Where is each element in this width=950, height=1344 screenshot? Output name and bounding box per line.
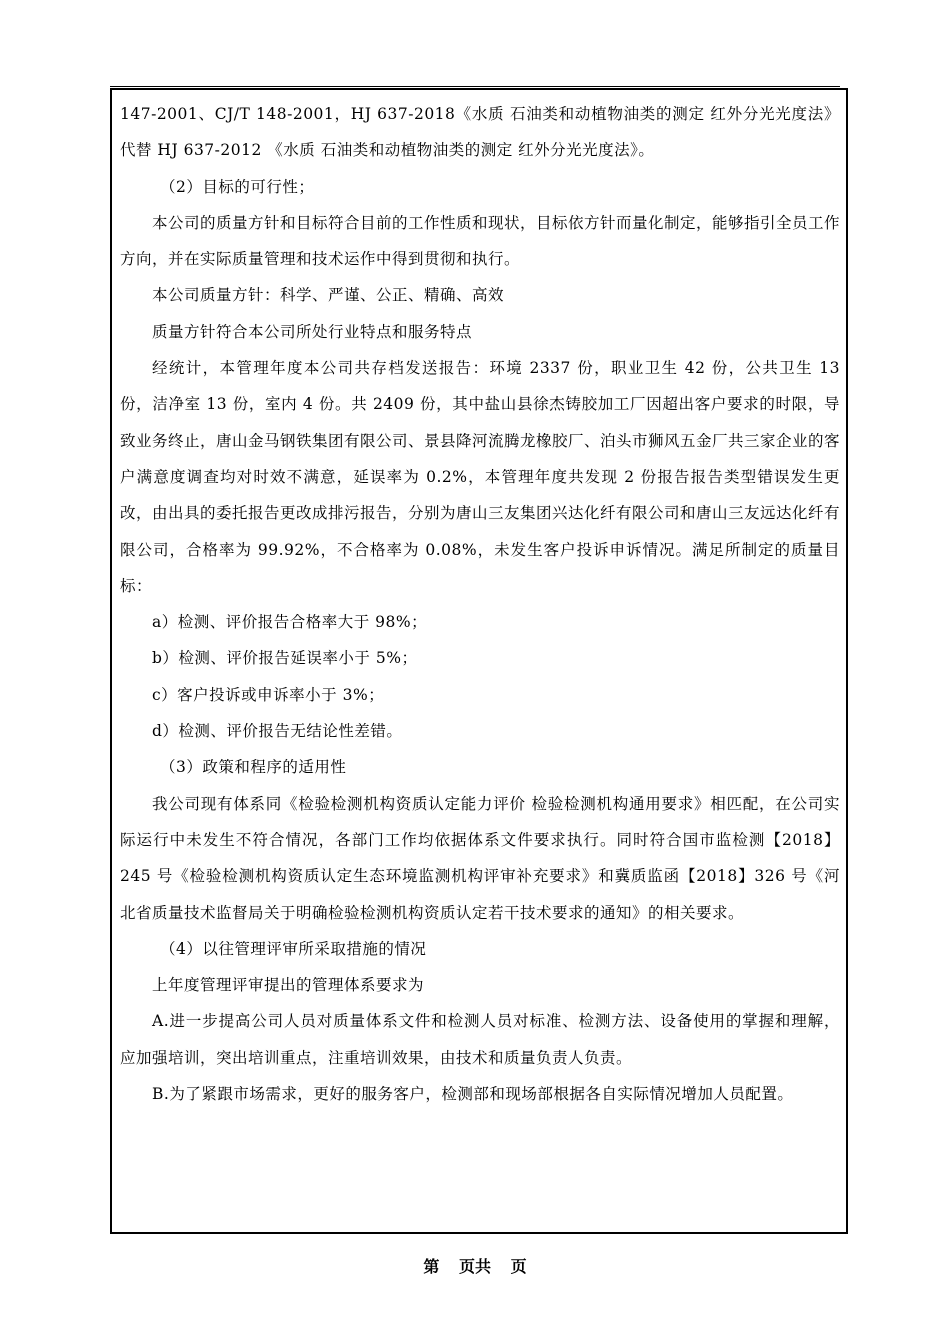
paragraph: 本公司质量方针：科学、严谨、公正、精确、高效 [152,286,505,305]
section-heading: （3）政策和程序的适用性 [160,758,347,777]
paragraph: 本公司的质量方针和目标符合目前的工作性质和现状，目标依方针而量化制定，能够指引全员工作方向，并在实际质量管理和技术运作中得到贯彻和执行。 [120,213,841,269]
section-heading: （2）目标的可行性； [160,177,315,196]
paragraph: 147-2001、CJ/T 148-2001，HJ 637-2018《水质 石油类和动植物油类的测定 红外分光光度法》代替 HJ 637-2012 《水质 石油类和动植物油类的测定 红外分光光度法》。 [120,105,840,160]
paragraph: 上年度管理评审提出的管理体系要求为 [152,976,425,995]
paragraph: 经统计，本管理年度本公司共存档发送报告：环境 2337 份，职业卫生 42 份，公共卫生 13 份，洁净室 13 份，室内 4 份。共 2409 份，其中盐山县徐杰铸胶加工厂因超出客户要求的时限，导致业务终止，唐山金马钢铁集团有限公司、景县降河流腾龙橡胶厂、泊头市狮风五金厂共三家企业的客户满意度调查均对时效不满意，延误率为 0.2%，本管理年度共发现 2 份报告报告类型错误发生更改，由出具的委托报告更改成排污报告，分别为唐山三友集团兴达化纤有限公司和唐山三友远达化纤有限公司，合格率为 99.92%，不合格率为 0.08%，未发生客户投诉申诉情况。满足所制定的质量目标： [120,359,841,595]
footer-page-suffix: 页 [510,1257,527,1276]
paragraph: B.为了紧跟市场需求，更好的服务客户，检测部和现场部根据各自实际情况增加人员配置。 [152,1085,794,1104]
list-item: b）检测、评价报告延误率小于 5%； [152,649,418,668]
page-footer [0,1254,950,1277]
document-body [120,96,840,1112]
paragraph: A.进一步提高公司人员对质量体系文件和检测人员对标准、检测方法、设备使用的掌握和理解，应加强培训，突出培训重点，注重培训效果，由技术和质量负责人负责。 [120,1012,840,1067]
list-item: c）客户投诉或申诉率小于 3%； [152,685,385,704]
list-item: a）检测、评价报告合格率大于 98%； [152,613,428,632]
footer-total-label: 页共 [458,1257,491,1276]
paragraph: 我公司现有体系同《检验检测机构资质认定能力评价 检验检测机构通用要求》相匹配，在公司实际运行中未发生不符合情况，各部门工作均依据体系文件要求执行。同时符合国市监检测【2018】245 号《检验检测机构资质认定生态环境监测机构评审补充要求》和冀质监函【2018】326 号《河北省质量技术监督局关于明确检验检测机构资质认定若干技术要求的通知》的相关要求。 [120,794,840,922]
list-item: d）检测、评价报告无结论性差错。 [152,722,403,741]
paragraph: 质量方针符合本公司所处行业特点和服务特点 [152,322,473,341]
header-rule [110,86,840,87]
section-heading: （4）以往管理评审所采取措施的情况 [160,939,427,958]
footer-page-label: 第 [423,1257,440,1276]
